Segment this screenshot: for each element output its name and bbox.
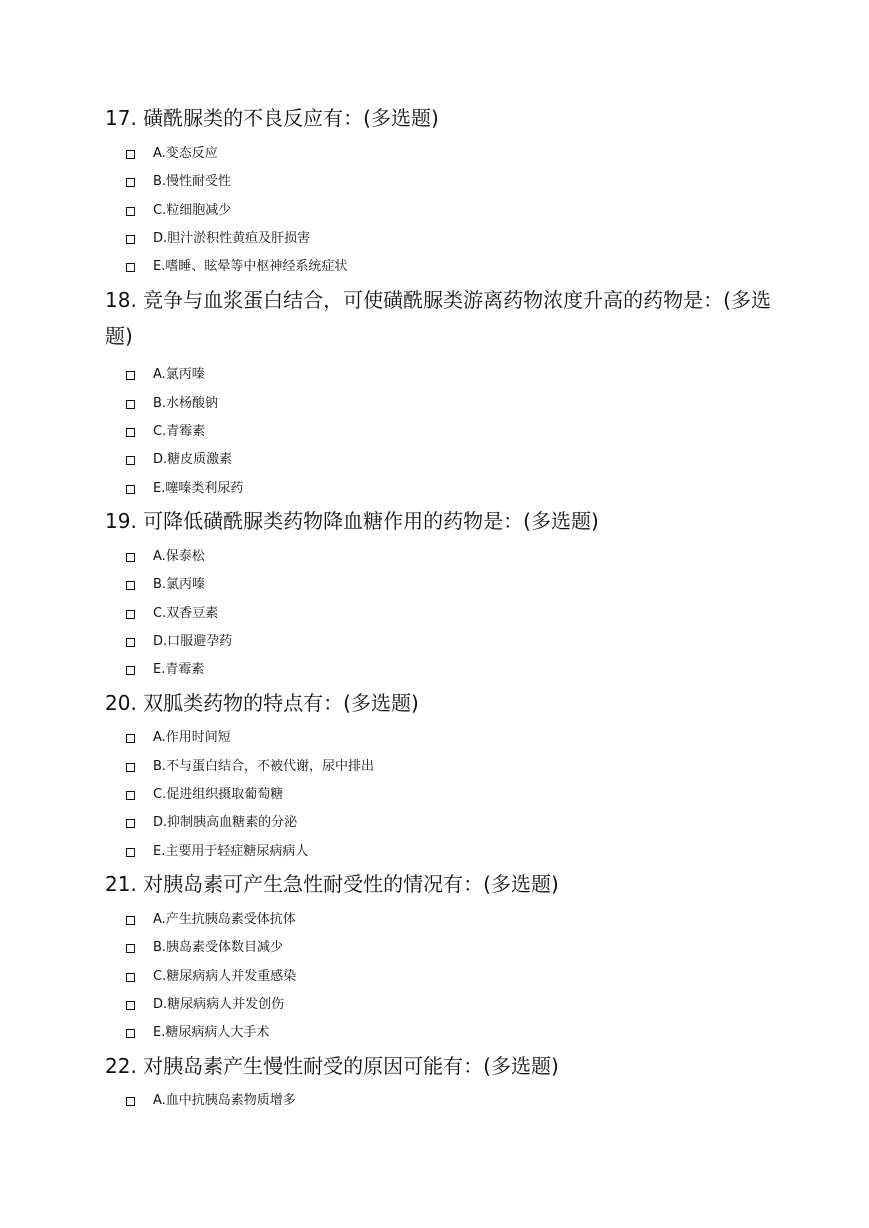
checkbox-icon[interactable] [126, 1001, 135, 1010]
option-label: A.血中抗胰岛素物质增多 [153, 1093, 296, 1108]
answer-option[interactable] [126, 660, 204, 680]
answer-option[interactable] [126, 229, 310, 249]
option-label: C.青霉素 [153, 424, 206, 439]
answer-option[interactable] [126, 422, 205, 442]
checkbox-icon[interactable] [126, 791, 135, 800]
checkbox-icon[interactable] [126, 456, 135, 465]
answer-option[interactable] [126, 547, 205, 567]
answer-option[interactable] [126, 967, 296, 987]
checkbox-icon[interactable] [126, 848, 135, 857]
question-title: 20. 双胍类药物的特点有：(多选题) [105, 691, 419, 715]
answer-option[interactable] [126, 938, 283, 958]
option-label: E.嗜睡、眩晕等中枢神经系统症状 [153, 259, 348, 274]
option-label: E.青霉素 [153, 662, 205, 677]
question-title: 18. 竞争与血浆蛋白结合，可使磺酰脲类游离药物浓度升高的药物是：(多选题) [105, 288, 771, 348]
answer-option[interactable] [126, 632, 232, 652]
checkbox-icon[interactable] [126, 371, 135, 380]
checkbox-icon[interactable] [126, 916, 135, 925]
checkbox-icon[interactable] [126, 763, 135, 772]
checkbox-icon[interactable] [126, 666, 135, 675]
answer-option[interactable] [126, 365, 205, 385]
option-label: D.糖尿病病人并发创伤 [153, 997, 285, 1012]
option-label: E.噻嗪类利尿药 [153, 481, 244, 496]
option-label: A.作用时间短 [153, 730, 231, 745]
checkbox-icon[interactable] [126, 553, 135, 562]
checkbox-icon[interactable] [126, 235, 135, 244]
checkbox-icon[interactable] [126, 734, 135, 743]
answer-option[interactable] [126, 842, 308, 862]
checkbox-icon[interactable] [126, 581, 135, 590]
answer-option[interactable] [126, 479, 243, 499]
answer-option[interactable] [126, 1091, 296, 1111]
option-label: D.胆汁淤积性黄疸及肝损害 [153, 231, 311, 246]
option-label: A.保泰松 [153, 549, 205, 564]
answer-option[interactable] [126, 910, 296, 930]
answer-option[interactable] [126, 172, 231, 192]
checkbox-icon[interactable] [126, 1029, 135, 1038]
answer-option[interactable] [126, 257, 347, 277]
checkbox-icon[interactable] [126, 207, 135, 216]
option-label: D.口服避孕药 [153, 634, 233, 649]
checkbox-icon[interactable] [126, 485, 135, 494]
answer-option[interactable] [126, 1023, 269, 1043]
answer-option[interactable] [126, 201, 231, 221]
checkbox-icon[interactable] [126, 150, 135, 159]
answer-option[interactable] [126, 394, 218, 414]
checkbox-icon[interactable] [126, 638, 135, 647]
question-title: 19. 可降低磺酰脲类药物降血糖作用的药物是：(多选题) [105, 509, 599, 533]
option-label: A.产生抗胰岛素受体抗体 [153, 912, 296, 927]
option-label: B.水杨酸钠 [153, 396, 219, 411]
option-label: D.糖皮质激素 [153, 452, 233, 467]
answer-option[interactable] [126, 728, 231, 748]
question-title: 21. 对胰岛素可产生急性耐受性的情况有：(多选题) [105, 872, 559, 896]
option-label: E.主要用于轻症糖尿病病人 [153, 844, 309, 859]
question-title: 22. 对胰岛素产生慢性耐受的原因可能有：(多选题) [105, 1054, 559, 1078]
option-label: B.不与蛋白结合，不被代谢，尿中排出 [153, 759, 375, 774]
option-label: A.氯丙嗪 [153, 367, 205, 382]
option-label: D.抑制胰高血糖素的分泌 [153, 815, 298, 830]
option-label: B.慢性耐受性 [153, 174, 232, 189]
option-label: C.粒细胞减少 [153, 203, 232, 218]
option-label: B.氯丙嗪 [153, 577, 206, 592]
checkbox-icon[interactable] [126, 428, 135, 437]
option-label: B.胰岛素受体数目减少 [153, 940, 284, 955]
answer-option[interactable] [126, 144, 218, 164]
option-label: E.糖尿病病人大手术 [153, 1025, 270, 1040]
answer-option[interactable] [126, 995, 284, 1015]
answer-option[interactable] [126, 450, 232, 470]
answer-option[interactable] [126, 757, 374, 777]
option-label: C.双香豆素 [153, 606, 219, 621]
checkbox-icon[interactable] [126, 178, 135, 187]
answer-option[interactable] [126, 785, 283, 805]
question-title: 17. 磺酰脲类的不良反应有：(多选题) [105, 106, 439, 130]
checkbox-icon[interactable] [126, 1097, 135, 1106]
answer-option[interactable] [126, 604, 218, 624]
checkbox-icon[interactable] [126, 944, 135, 953]
answer-option[interactable] [126, 575, 205, 595]
answer-option[interactable] [126, 813, 297, 833]
option-label: C.促进组织摄取葡萄糖 [153, 787, 284, 802]
checkbox-icon[interactable] [126, 263, 135, 272]
checkbox-icon[interactable] [126, 819, 135, 828]
checkbox-icon[interactable] [126, 400, 135, 409]
checkbox-icon[interactable] [126, 973, 135, 982]
option-label: C.糖尿病病人并发重感染 [153, 969, 297, 984]
checkbox-icon[interactable] [126, 610, 135, 619]
option-label: A.变态反应 [153, 146, 218, 161]
